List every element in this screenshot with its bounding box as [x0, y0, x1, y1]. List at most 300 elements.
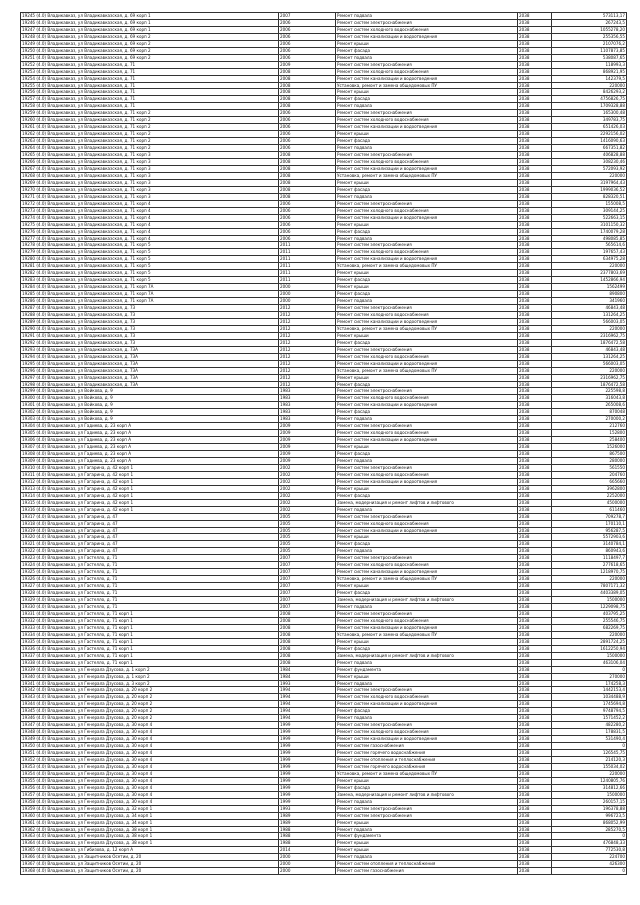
plan-year-cell: 2038 [518, 555, 552, 562]
address-cell: 19263 (4.0) Владикавказ, ул Владикавказская, д. 71 корп 2 [21, 138, 279, 145]
plan-year-cell: 2038 [518, 346, 552, 353]
table-row [21, 680, 627, 687]
table-row [21, 478, 627, 485]
work-type-cell: Ремонт подвала [336, 103, 518, 110]
year-cell: 2006 [279, 200, 336, 207]
address-cell: 19251 (4.0) Владикавказ, ул Владикавказская, д. 69 корп 2 [21, 54, 279, 61]
cost-cell: 5572903,6 [552, 534, 627, 541]
plan-year-cell: 2038 [518, 291, 552, 298]
year-cell: 2006 [279, 124, 336, 131]
year-cell: 2008 [279, 193, 336, 200]
plan-year-cell: 2038 [518, 701, 552, 708]
year-cell: 2000 [279, 291, 336, 298]
plan-year-cell: 2038 [518, 548, 552, 555]
address-cell: 19356 (4.0) Владикавказ, ул Генерала Дзусова, д. 30 корп 4 [21, 784, 279, 791]
work-type-cell: Ремонт систем канализации и водоотведения [336, 736, 518, 743]
address-cell: 19350 (4.0) Владикавказ, ул Генерала Дзусова, д. 30 корп 4 [21, 743, 279, 750]
cost-cell: 220000 [552, 770, 627, 777]
year-cell: 2005 [279, 541, 336, 548]
year-cell: 2007 [279, 576, 336, 583]
cost-cell: 565614,6 [552, 242, 627, 249]
cost-cell: 996723,5 [552, 812, 627, 819]
year-cell: 1983 [279, 395, 336, 402]
table-row [21, 701, 627, 708]
address-cell: 19332 (4.0) Владикавказ, ул Гастелло, д. 71 корп 1 [21, 617, 279, 624]
table-row [21, 562, 627, 569]
work-type-cell: Ремонт систем электроснабжения [336, 346, 518, 353]
table-row [21, 221, 627, 228]
table-row [21, 756, 627, 763]
address-cell: 19365 (4.0) Владикавказ, ул Гибизова, д. 12 корп А [21, 847, 279, 854]
year-cell: 2008 [279, 652, 336, 659]
work-type-cell: Ремонт крыши [336, 270, 518, 277]
work-type-cell: Ремонт подвала [336, 145, 518, 152]
table-row [21, 715, 627, 722]
plan-year-cell: 2038 [518, 854, 552, 861]
plan-year-cell: 2038 [518, 687, 552, 694]
work-type-cell: Ремонт крыши [336, 284, 518, 291]
cost-cell: 2316962,75 [552, 332, 627, 339]
table-row [21, 367, 627, 374]
year-cell: 2006 [279, 235, 336, 242]
work-type-cell: Ремонт фасада [336, 47, 518, 54]
work-type-cell: Ремонт фасада [336, 277, 518, 284]
year-cell: 2008 [279, 68, 336, 75]
work-type-cell: Ремонт подвала [336, 235, 518, 242]
year-cell: 2012 [279, 346, 336, 353]
table-row [21, 451, 627, 458]
address-cell: 19352 (4.0) Владикавказ, ул Генерала Дзусова, д. 30 корп 4 [21, 756, 279, 763]
table-row [21, 847, 627, 854]
plan-year-cell: 2038 [518, 666, 552, 673]
table-row [21, 708, 627, 715]
work-type-cell: Ремонт крыши [336, 583, 518, 590]
cost-cell: 1107873,85 [552, 47, 627, 54]
table-row [21, 624, 627, 631]
work-type-cell: Ремонт фасада [336, 541, 518, 548]
year-cell: 2008 [279, 659, 336, 666]
work-type-cell: Ремонт систем канализации и водоотведения [336, 256, 518, 263]
address-cell: 19248 (4.0) Владикавказ, ул Владикавказская, д. 69 корп 2 [21, 33, 279, 40]
address-cell: 19358 (4.0) Владикавказ, ул Генерала Дзусова, д. 30 корп 4 [21, 798, 279, 805]
plan-year-cell: 2038 [518, 791, 552, 798]
cost-cell: 178831,5 [552, 729, 627, 736]
table-row [21, 471, 627, 478]
year-cell: 2002 [279, 499, 336, 506]
year-cell: 2008 [279, 103, 336, 110]
address-cell: 19302 (4.0) Владикавказ, ул Войкова, д. 9 [21, 409, 279, 416]
plan-year-cell: 2038 [518, 40, 552, 47]
table-row [21, 444, 627, 451]
cost-cell: 1876472,58 [552, 339, 627, 346]
table-row [21, 437, 627, 444]
year-cell: 1999 [279, 763, 336, 770]
year-cell: 2011 [279, 249, 336, 256]
plan-year-cell: 2038 [518, 82, 552, 89]
plan-year-cell: 2038 [518, 33, 552, 40]
work-type-cell: Ремонт крыши [336, 332, 518, 339]
year-cell: 2006 [279, 145, 336, 152]
cost-cell: 3962800 [552, 485, 627, 492]
year-cell: 2006 [279, 117, 336, 124]
plan-year-cell: 2038 [518, 179, 552, 186]
table-row [21, 673, 627, 680]
work-type-cell: Ремонт крыши [336, 444, 518, 451]
plan-year-cell: 2038 [518, 325, 552, 332]
work-type-cell: Ремонт систем холодного водоснабжения [336, 117, 518, 124]
plan-year-cell: 2038 [518, 861, 552, 868]
cost-cell: 634975,28 [552, 256, 627, 263]
table-row [21, 82, 627, 89]
table-row [21, 784, 627, 791]
cost-cell: 270000,2 [552, 416, 627, 423]
year-cell: 2007 [279, 569, 336, 576]
work-type-cell: Ремонт систем холодного водоснабжения [336, 562, 518, 569]
address-cell: 19359 (4.0) Владикавказ, ул Генерала Дзусова, д. 32 корп 1 [21, 805, 279, 812]
address-cell: 19364 (4.0) Владикавказ, ул Генерала Дзусова, д. 38 корп 1 [21, 840, 279, 847]
table-row [21, 339, 627, 346]
table-row [21, 235, 627, 242]
work-type-cell: Ремонт подвала [336, 13, 518, 20]
work-type-cell: Ремонт систем холодного водоснабжения [336, 353, 518, 360]
work-type-cell: Ремонт крыши [336, 131, 518, 138]
table-row [21, 61, 627, 68]
address-cell: 19353 (4.0) Владикавказ, ул Генерала Дзусова, д. 30 корп 4 [21, 763, 279, 770]
address-cell: 19362 (4.0) Владикавказ, ул Генерала Дзусова, д. 38 корп 1 [21, 826, 279, 833]
work-type-cell: Ремонт систем холодного водоснабжения [336, 395, 518, 402]
plan-year-cell: 2038 [518, 298, 552, 305]
table-row [21, 325, 627, 332]
address-cell: 19275 (4.0) Владикавказ, ул Владикавказская, д. 71 корп 4 [21, 221, 279, 228]
work-type-cell: Ремонт систем электроснабжения [336, 388, 518, 395]
address-cell: 19281 (4.0) Владикавказ, ул Владикавказская, д. 71 корп 5 [21, 263, 279, 270]
plan-year-cell: 2038 [518, 833, 552, 840]
table-row [21, 117, 627, 124]
plan-year-cell: 2038 [518, 541, 552, 548]
address-cell: 19282 (4.0) Владикавказ, ул Владикавказская, д. 71 корп 5 [21, 270, 279, 277]
address-cell: 19312 (4.0) Владикавказ, ул Гагарина, д. 42 корп 1 [21, 478, 279, 485]
work-type-cell: Ремонт крыши [336, 840, 518, 847]
work-type-cell: Ремонт фасада [336, 708, 518, 715]
cost-cell: 566003,05 [552, 360, 627, 367]
plan-year-cell: 2038 [518, 339, 552, 346]
table-row [21, 777, 627, 784]
work-type-cell: Установка, ремонт и замена общедомовых ПУ [336, 631, 518, 638]
address-cell: 19246 (4.0) Владикавказ, ул Владикавказская, д. 69 корп 1 [21, 19, 279, 26]
work-type-cell: Ремонт систем канализации и водоотведения [336, 624, 518, 631]
work-type-cell: Ремонт систем канализации и водоотведения [336, 478, 518, 485]
cost-cell: 220000 [552, 263, 627, 270]
address-cell: 19320 (4.0) Владикавказ, ул Гагарина, д. 47 [21, 534, 279, 541]
year-cell: 1994 [279, 687, 336, 694]
plan-year-cell: 2038 [518, 847, 552, 854]
plan-year-cell: 2038 [518, 569, 552, 576]
address-cell: 19262 (4.0) Владикавказ, ул Владикавказская, д. 71 корп 2 [21, 131, 279, 138]
year-cell: 1983 [279, 402, 336, 409]
address-cell: 19292 (4.0) Владикавказ, ул Владикавказская, д. 73 [21, 339, 279, 346]
cost-cell: 868052,99 [552, 819, 627, 826]
cost-cell: 1218970,75 [552, 569, 627, 576]
cost-cell: 9748794,5 [552, 708, 627, 715]
plan-year-cell: 2038 [518, 68, 552, 75]
table-row [21, 659, 627, 666]
year-cell: 2009 [279, 61, 336, 68]
plan-year-cell: 2038 [518, 624, 552, 631]
table-body [21, 13, 627, 875]
year-cell: 2007 [279, 562, 336, 569]
plan-year-cell: 2038 [518, 117, 552, 124]
work-type-cell: Ремонт систем холодного водоснабжения [336, 249, 518, 256]
address-cell: 19328 (4.0) Владикавказ, ул Гастелло, д. 71 [21, 590, 279, 597]
year-cell: 2012 [279, 305, 336, 312]
cost-cell: 463106,04 [552, 659, 627, 666]
table-row [21, 722, 627, 729]
work-type-cell: Ремонт подвала [336, 826, 518, 833]
address-cell: 19342 (4.0) Владикавказ, ул Генерала Дзусова, д. 20 корп 2 [21, 687, 279, 694]
cost-cell: 0 [552, 666, 627, 673]
table-row [21, 360, 627, 367]
plan-year-cell: 2038 [518, 54, 552, 61]
plan-year-cell: 2038 [518, 868, 552, 875]
year-cell: 2012 [279, 374, 336, 381]
work-type-cell: Ремонт систем холодного водоснабжения [336, 729, 518, 736]
table-row [21, 284, 627, 291]
table-row [21, 805, 627, 812]
year-cell: 2008 [279, 82, 336, 89]
year-cell: 1988 [279, 826, 336, 833]
cost-cell: 476848,33 [552, 840, 627, 847]
plan-year-cell: 2038 [518, 124, 552, 131]
work-type-cell: Ремонт систем холодного водоснабжения [336, 311, 518, 318]
table-row [21, 652, 627, 659]
table-row [21, 291, 627, 298]
cost-cell: 267243,5 [552, 19, 627, 26]
address-cell: 19315 (4.0) Владикавказ, ул Гагарина, д. 42 корп 1 [21, 499, 279, 506]
plan-year-cell: 2038 [518, 478, 552, 485]
work-type-cell: Ремонт крыши [336, 485, 518, 492]
work-type-cell: Замена, модернизация и ремонт лифтов и лифтового [336, 597, 518, 604]
address-cell: 19360 (4.0) Владикавказ, ул Генерала Дзусова, д. 34 корп 1 [21, 812, 279, 819]
year-cell: 2008 [279, 172, 336, 179]
year-cell: 2005 [279, 527, 336, 534]
address-cell: 19270 (4.0) Владикавказ, ул Владикавказская, д. 71 корп 3 [21, 186, 279, 193]
address-cell: 19247 (4.0) Владикавказ, ул Владикавказская, д. 69 корп 1 [21, 26, 279, 33]
work-type-cell: Ремонт крыши [336, 221, 518, 228]
cost-cell: 174258,3 [552, 680, 627, 687]
cost-cell: 682269,75 [552, 624, 627, 631]
plan-year-cell: 2038 [518, 416, 552, 423]
plan-year-cell: 2038 [518, 270, 552, 277]
work-type-cell: Ремонт систем газоснабжения [336, 743, 518, 750]
work-type-cell: Ремонт фасада [336, 186, 518, 193]
year-cell: 1999 [279, 770, 336, 777]
address-cell: 19271 (4.0) Владикавказ, ул Владикавказская, д. 71 корп 3 [21, 193, 279, 200]
table-row [21, 186, 627, 193]
address-cell: 19348 (4.0) Владикавказ, ул Генерала Дзусова, д. 30 корп 4 [21, 729, 279, 736]
work-type-cell: Ремонт подвала [336, 548, 518, 555]
year-cell: 1999 [279, 750, 336, 757]
address-cell: 19253 (4.0) Владикавказ, ул Владикавказская, д. 71 [21, 68, 279, 75]
work-type-cell: Ремонт крыши [336, 847, 518, 854]
work-type-cell: Ремонт систем канализации и водоотведения [336, 33, 518, 40]
work-type-cell: Ремонт крыши [336, 777, 518, 784]
address-cell: 19260 (4.0) Владикавказ, ул Владикавказская, д. 71 корп 2 [21, 117, 279, 124]
address-cell: 19339 (4.0) Владикавказ, ул Генерала Дзусова, д. 1 корп 2 [21, 666, 279, 673]
cost-cell: 155008,5 [552, 200, 627, 207]
address-cell: 19319 (4.0) Владикавказ, ул Гагарина, д. 47 [21, 527, 279, 534]
address-cell: 19283 (4.0) Владикавказ, ул Владикавказская, д. 71 корп 5 [21, 277, 279, 284]
table-row [21, 26, 627, 33]
table-row [21, 395, 627, 402]
year-cell: 1999 [279, 798, 336, 805]
year-cell: 2002 [279, 492, 336, 499]
work-type-cell: Установка, ремонт и замена общедомовых ПУ [336, 263, 518, 270]
plan-year-cell: 2038 [518, 610, 552, 617]
year-cell: 2000 [279, 284, 336, 291]
table-row [21, 172, 627, 179]
cost-cell: 1442153,4 [552, 687, 627, 694]
plan-year-cell: 2038 [518, 61, 552, 68]
cost-cell: 46843,48 [552, 305, 627, 312]
address-cell: 19245 (4.0) Владикавказ, ул Владикавказская, д. 69 корп 1 [21, 13, 279, 20]
work-type-cell: Ремонт систем канализации и водоотведения [336, 360, 518, 367]
year-cell: 2011 [279, 270, 336, 277]
table-row [21, 159, 627, 166]
address-cell: 19338 (4.0) Владикавказ, ул Гастелло, д. 71 корп 1 [21, 659, 279, 666]
plan-year-cell: 2038 [518, 638, 552, 645]
cost-cell: 482280,2 [552, 722, 627, 729]
address-cell: 19254 (4.0) Владикавказ, ул Владикавказская, д. 71 [21, 75, 279, 82]
cost-cell: 170110,1 [552, 520, 627, 527]
year-cell: 2005 [279, 520, 336, 527]
work-type-cell: Ремонт фундамента [336, 666, 518, 673]
address-cell: 19250 (4.0) Владикавказ, ул Владикавказская, д. 69 корп 2 [21, 47, 279, 54]
work-type-cell: Ремонт крыши [336, 40, 518, 47]
address-cell: 19354 (4.0) Владикавказ, ул Генерала Дзусова, д. 30 корп 4 [21, 770, 279, 777]
plan-year-cell: 2038 [518, 471, 552, 478]
year-cell: 1988 [279, 833, 336, 840]
work-type-cell: Ремонт крыши [336, 819, 518, 826]
table-row [21, 103, 627, 110]
cost-cell: 308230,46 [552, 159, 627, 166]
table-row [21, 200, 627, 207]
plan-year-cell: 2038 [518, 784, 552, 791]
year-cell: 1983 [279, 409, 336, 416]
year-cell: 1999 [279, 791, 336, 798]
table-row [21, 687, 627, 694]
table-row [21, 381, 627, 388]
address-cell: 19300 (4.0) Владикавказ, ул Войкова, д. 9 [21, 395, 279, 402]
table-row [21, 819, 627, 826]
cost-cell: 522663,15 [552, 214, 627, 221]
cost-cell: 255356,55 [552, 33, 627, 40]
year-cell: 2011 [279, 242, 336, 249]
work-type-cell: Ремонт систем электроснабжения [336, 805, 518, 812]
cost-cell: 220000 [552, 367, 627, 374]
table-row [21, 19, 627, 26]
year-cell: 2006 [279, 40, 336, 47]
plan-year-cell: 2038 [518, 235, 552, 242]
address-cell: 19269 (4.0) Владикавказ, ул Владикавказская, д. 71 корп 3 [21, 179, 279, 186]
year-cell: 2012 [279, 318, 336, 325]
year-cell: 1983 [279, 388, 336, 395]
year-cell: 2005 [279, 534, 336, 541]
year-cell: 1984 [279, 673, 336, 680]
address-cell: 19306 (4.0) Владикавказ, ул Гадиева, д. 23 корп А [21, 437, 279, 444]
table-row [21, 743, 627, 750]
year-cell: 2002 [279, 471, 336, 478]
plan-year-cell: 2038 [518, 499, 552, 506]
cost-cell: 4500000 [552, 499, 627, 506]
plan-year-cell: 2038 [518, 673, 552, 680]
year-cell: 2000 [279, 861, 336, 868]
work-type-cell: Ремонт систем канализации и водоотведения [336, 402, 518, 409]
address-cell: 19258 (4.0) Владикавказ, ул Владикавказская, д. 71 [21, 103, 279, 110]
address-cell: 19257 (4.0) Владикавказ, ул Владикавказская, д. 71 [21, 96, 279, 103]
work-type-cell: Ремонт систем отопления и теплоснабжения [336, 756, 518, 763]
cost-cell: 868921,95 [552, 68, 627, 75]
cost-cell: 3197964,43 [552, 179, 627, 186]
year-cell: 2007 [279, 13, 336, 20]
address-cell: 19340 (4.0) Владикавказ, ул Генерала Дзусова, д. 1 корп 2 [21, 673, 279, 680]
plan-year-cell: 2038 [518, 263, 552, 270]
work-type-cell: Ремонт систем холодного водоснабжения [336, 26, 518, 33]
year-cell: 2009 [279, 437, 336, 444]
cost-cell: 196378,88 [552, 805, 627, 812]
cost-cell: 1500000 [552, 791, 627, 798]
plan-year-cell: 2038 [518, 19, 552, 26]
work-type-cell: Ремонт фасада [336, 138, 518, 145]
plan-year-cell: 2038 [518, 249, 552, 256]
cost-cell: 204760 [552, 471, 627, 478]
plan-year-cell: 2038 [518, 812, 552, 819]
table-row [21, 513, 627, 520]
plan-year-cell: 2038 [518, 26, 552, 33]
cost-cell: 1709328,88 [552, 103, 627, 110]
address-cell: 19274 (4.0) Владикавказ, ул Владикавказская, д. 71 корп 4 [21, 214, 279, 221]
year-cell: 2006 [279, 131, 336, 138]
table-row [21, 270, 627, 277]
plan-year-cell: 2038 [518, 13, 552, 20]
cost-cell: 403795,25 [552, 610, 627, 617]
year-cell: 1999 [279, 729, 336, 736]
plan-year-cell: 2038 [518, 430, 552, 437]
work-type-cell: Ремонт подвала [336, 680, 518, 687]
cost-cell: 870048 [552, 409, 627, 416]
year-cell: 1999 [279, 743, 336, 750]
year-cell: 2006 [279, 214, 336, 221]
work-type-cell: Ремонт систем холодного водоснабжения [336, 617, 518, 624]
plan-year-cell: 2038 [518, 165, 552, 172]
table-row [21, 402, 627, 409]
address-cell: 19336 (4.0) Владикавказ, ул Гастелло, д. 71 корп 1 [21, 645, 279, 652]
year-cell: 2008 [279, 152, 336, 159]
year-cell: 1999 [279, 722, 336, 729]
address-cell: 19294 (4.0) Владикавказ, ул Владикавказская, д. 73А [21, 353, 279, 360]
year-cell: 2008 [279, 624, 336, 631]
year-cell: 2008 [279, 165, 336, 172]
cost-cell: 1612250,94 [552, 645, 627, 652]
table-row [21, 346, 627, 353]
plan-year-cell: 2038 [518, 75, 552, 82]
year-cell: 2007 [279, 590, 336, 597]
plan-year-cell: 2038 [518, 89, 552, 96]
year-cell: 2002 [279, 485, 336, 492]
repair-schedule-table [20, 12, 627, 875]
table-row [21, 305, 627, 312]
cost-cell: 0 [552, 868, 627, 875]
work-type-cell: Ремонт систем электроснабжения [336, 152, 518, 159]
